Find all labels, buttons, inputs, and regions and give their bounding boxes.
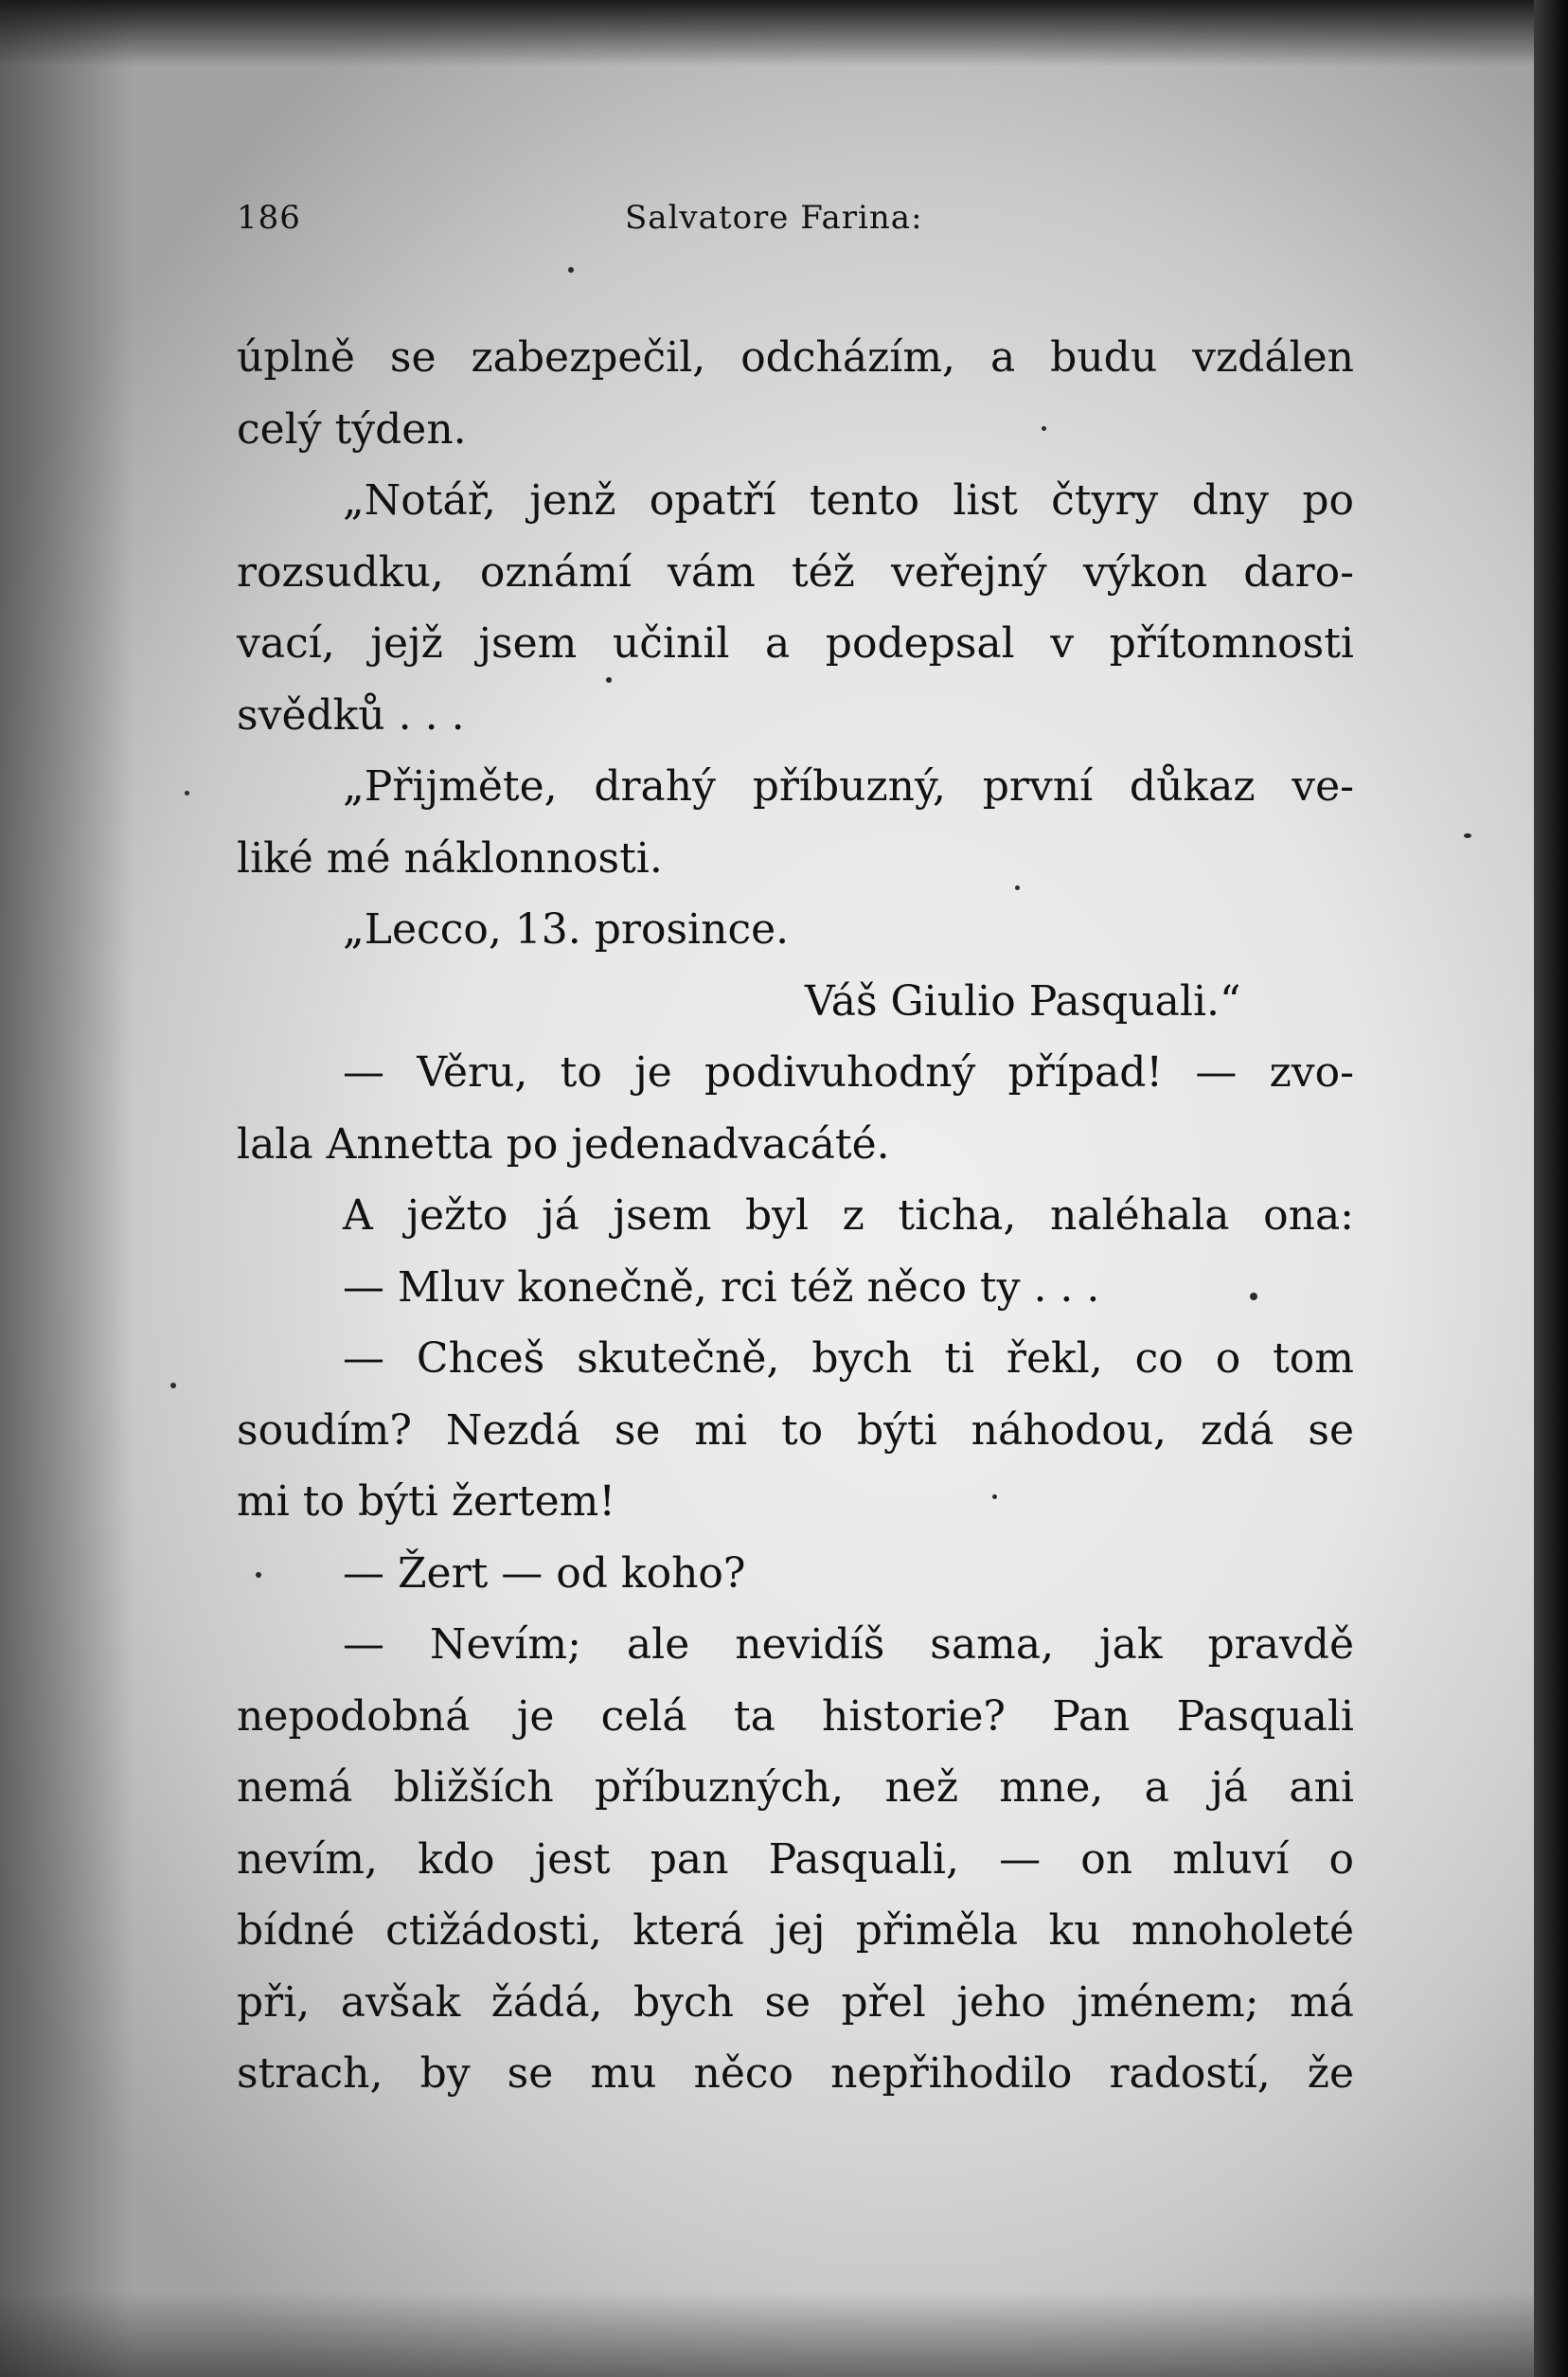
text-line: mi to býti žertem!	[237, 1477, 616, 1526]
right-edge	[1534, 0, 1568, 2377]
text-line: při, avšak žádá, bych se přel jeho jménem; má	[237, 1977, 1354, 2027]
page-number: 186	[237, 199, 301, 237]
text-line: — Nevím; ale nevidíš sama, jak pravdě	[343, 1620, 1354, 1669]
text-line: — Žert — od koho?	[343, 1548, 746, 1598]
text-line: nemá bližších příbuzných, než mne, a já ani	[237, 1763, 1354, 1812]
text-line: — Mluv konečně, rci též něco ty . . .	[343, 1262, 1100, 1312]
text-line: vací, jejž jsem učinil a podepsal v přítomnosti	[237, 619, 1354, 668]
text-line: lala Annetta po jedenadvacáté.	[237, 1119, 890, 1169]
signature-line: Váš Giulio Pasquali.“	[805, 976, 1241, 1026]
text-line: liké mé náklonnosti.	[237, 833, 663, 883]
speck	[170, 1383, 176, 1388]
text-line: — Chceš skutečně, bych ti řekl, co o tom	[343, 1334, 1354, 1383]
text-line: svědků . . .	[237, 690, 465, 740]
text-line: „Lecco, 13. prosince.	[343, 905, 790, 954]
text-line: celý týden.	[237, 404, 467, 454]
page-header	[237, 199, 1354, 246]
text-line: úplně se zabezpečil, odcházím, a budu vzdálen	[237, 333, 1354, 382]
text-line: A ježto já jsem byl z ticha, naléhala ona:	[343, 1191, 1354, 1240]
text-line: nevím, kdo jest pan Pasquali, — on mluví o	[237, 1834, 1354, 1884]
text-line: bídné ctižádosti, která jej přiměla ku mnoholeté	[237, 1906, 1354, 1955]
bottom-shadow	[0, 2292, 1568, 2377]
left-shadow	[0, 0, 133, 2377]
text-line: nepodobná je celá ta historie? Pan Pasquali	[237, 1691, 1354, 1741]
text-line: — Věru, to je podivuhodný případ! — zvo-	[343, 1048, 1354, 1097]
speck	[1464, 833, 1471, 838]
body-text	[237, 322, 1354, 2110]
text-line: rozsudku, oznámí vám též veřejný výkon daro-	[237, 547, 1354, 597]
text-line: „Přijměte, drahý příbuzný, první důkaz ve-	[343, 762, 1354, 811]
speck	[185, 791, 189, 795]
top-shadow	[0, 0, 1568, 66]
speck	[568, 267, 574, 273]
text-line: strach, by se mu něco nepřihodilo radostí, že	[237, 2049, 1354, 2098]
text-line: „Notář, jenž opatří tento list čtyry dny po	[343, 476, 1354, 525]
text-line: soudím? Nezdá se mi to býti náhodou, zdá se	[237, 1405, 1354, 1455]
running-head: Salvatore Farina:	[625, 199, 923, 237]
